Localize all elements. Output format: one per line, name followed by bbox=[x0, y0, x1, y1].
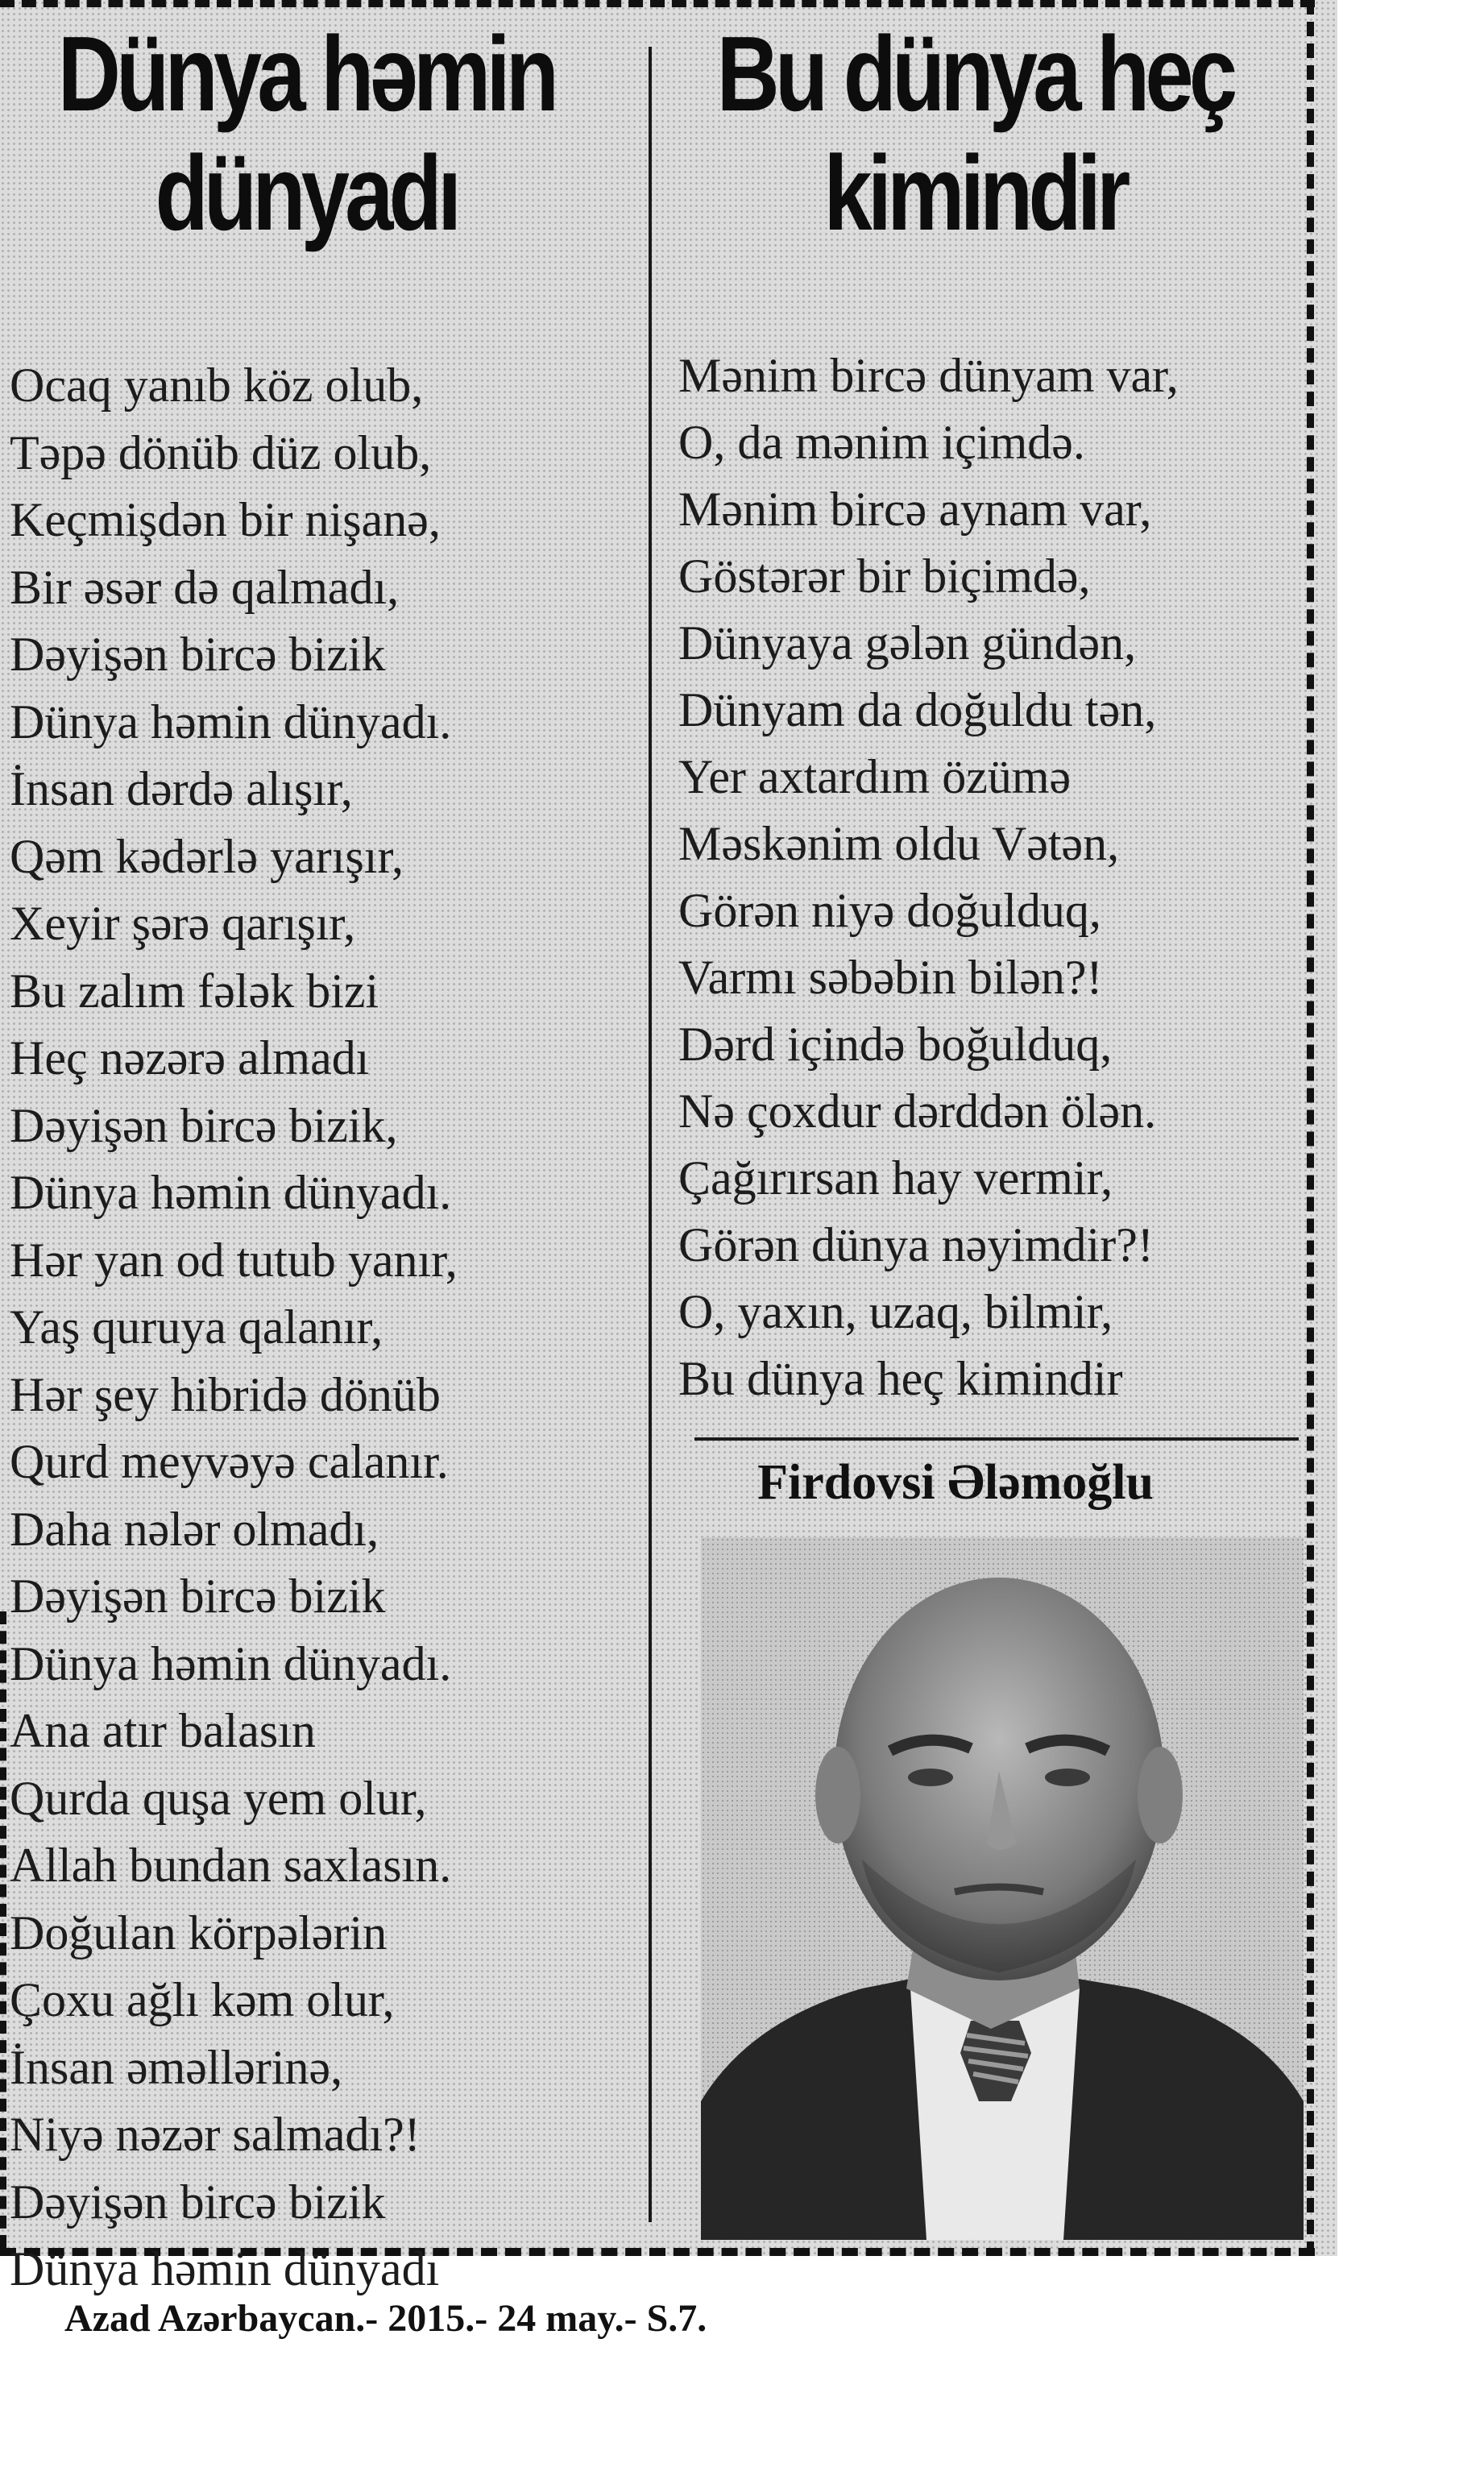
author-signature: Firdovsi Ələmoğlu bbox=[757, 1455, 1154, 1510]
poem-line: İnsan dərdə alışır, bbox=[10, 762, 353, 815]
poem-line: Qurda quşa yem olur, bbox=[10, 1771, 427, 1825]
poem-line: Mənim bircə aynam var, bbox=[678, 483, 1152, 536]
poem-line: Xeyir şərə qarışır, bbox=[10, 897, 356, 950]
cut-line-right bbox=[1307, 0, 1314, 2256]
poem-line: Allah bundan saxlasın. bbox=[10, 1839, 452, 1892]
poem-line: Dünya həmin dünyadı. bbox=[10, 1166, 452, 1219]
poem-line: Qəm kədərlə yarışır, bbox=[10, 829, 404, 883]
poem-line: Niyə nəzər salmadı?! bbox=[10, 2108, 421, 2161]
source-citation: Azad Azərbaycan.- 2015.- 24 may.- S.7. bbox=[64, 2297, 707, 2340]
poem-line: Yer axtardım özümə bbox=[678, 750, 1072, 803]
poem-line: Ana atır balasın bbox=[10, 1704, 316, 1757]
poem-line: O, yaxın, uzaq, bilmir, bbox=[678, 1285, 1113, 1338]
poem-line: Bu zalım fələk bizi bbox=[10, 964, 379, 1018]
left-poem-body bbox=[10, 352, 458, 2304]
poem-line: Mənim bircə dünyam var, bbox=[678, 349, 1179, 402]
poem-line: Qurd meyvəyə calanır. bbox=[10, 1435, 449, 1488]
poem-line: Dəyişən bircə bizik bbox=[10, 628, 386, 681]
right-poem-title: Bu dünya heç kimindir bbox=[716, 15, 1233, 252]
cut-line-top bbox=[0, 0, 1315, 7]
poem-line: Dəyişən bircə bizik bbox=[10, 2175, 386, 2229]
poem-line: Göstərər bir biçimdə, bbox=[678, 549, 1091, 603]
left-poem-title: Dünya həmin dünyadı bbox=[57, 15, 555, 252]
signature-rule bbox=[694, 1437, 1299, 1441]
poem-line: Görən niyə doğulduq, bbox=[678, 884, 1101, 937]
poem-line: Dünya həmin dünyadı. bbox=[10, 695, 452, 749]
right-poem-body bbox=[678, 342, 1179, 1412]
column-divider bbox=[649, 47, 652, 2222]
poem-line: Çoxu ağlı kəm olur, bbox=[10, 1973, 395, 2026]
poem-line: Hər şey hibridə dönüb bbox=[10, 1367, 441, 1421]
poem-line: Keçmişdən bir nişanə, bbox=[10, 493, 441, 546]
poem-line: Varmı səbəbin bilən?! bbox=[678, 951, 1103, 1004]
poem-line: Bir əsər də qalmadı, bbox=[10, 560, 400, 614]
poem-line: İnsan əməllərinə, bbox=[10, 2040, 343, 2094]
poem-line: Dünya həmin dünyadı bbox=[10, 2242, 440, 2295]
poem-line: Yaş quruya qalanır, bbox=[10, 1300, 383, 1354]
cut-line-left bbox=[0, 1611, 6, 2248]
poem-line: Çağırırsan hay vermir, bbox=[678, 1151, 1113, 1205]
poem-line: Heç nəzərə almadı bbox=[10, 1031, 370, 1084]
poem-line: Təpə dönüb düz olub, bbox=[10, 425, 432, 479]
poem-line: Doğulan körpələrin bbox=[10, 1906, 388, 1959]
poem-line: Ocaq yanıb köz olub, bbox=[10, 359, 424, 412]
poem-line: O, da mənim içimdə. bbox=[678, 416, 1085, 469]
poem-line: Hər yan od tutub yanır, bbox=[10, 1233, 458, 1287]
poem-line: Dünya həmin dünyadı. bbox=[10, 1636, 452, 1690]
portrait-photo-icon bbox=[701, 1537, 1304, 2240]
poem-line: Dəyişən bircə bizik, bbox=[10, 1098, 398, 1152]
poem-line: Dərd içində boğulduq, bbox=[678, 1018, 1113, 1071]
author-photo bbox=[701, 1537, 1304, 2240]
poem-line: Məskənim oldu Vətən, bbox=[678, 817, 1120, 870]
poem-line: Dünyam da doğuldu tən, bbox=[678, 683, 1157, 736]
poem-line: Dünyaya gələn gündən, bbox=[678, 616, 1137, 670]
poem-line: Bu dünya heç kimindir bbox=[678, 1352, 1123, 1405]
poem-line: Dəyişən bircə bizik bbox=[10, 1570, 386, 1623]
poem-line: Nə çoxdur dərddən ölən. bbox=[678, 1084, 1157, 1138]
poem-line: Görən dünya nəyimdir?! bbox=[678, 1218, 1154, 1271]
poem-line: Daha nələr olmadı, bbox=[10, 1502, 379, 1556]
